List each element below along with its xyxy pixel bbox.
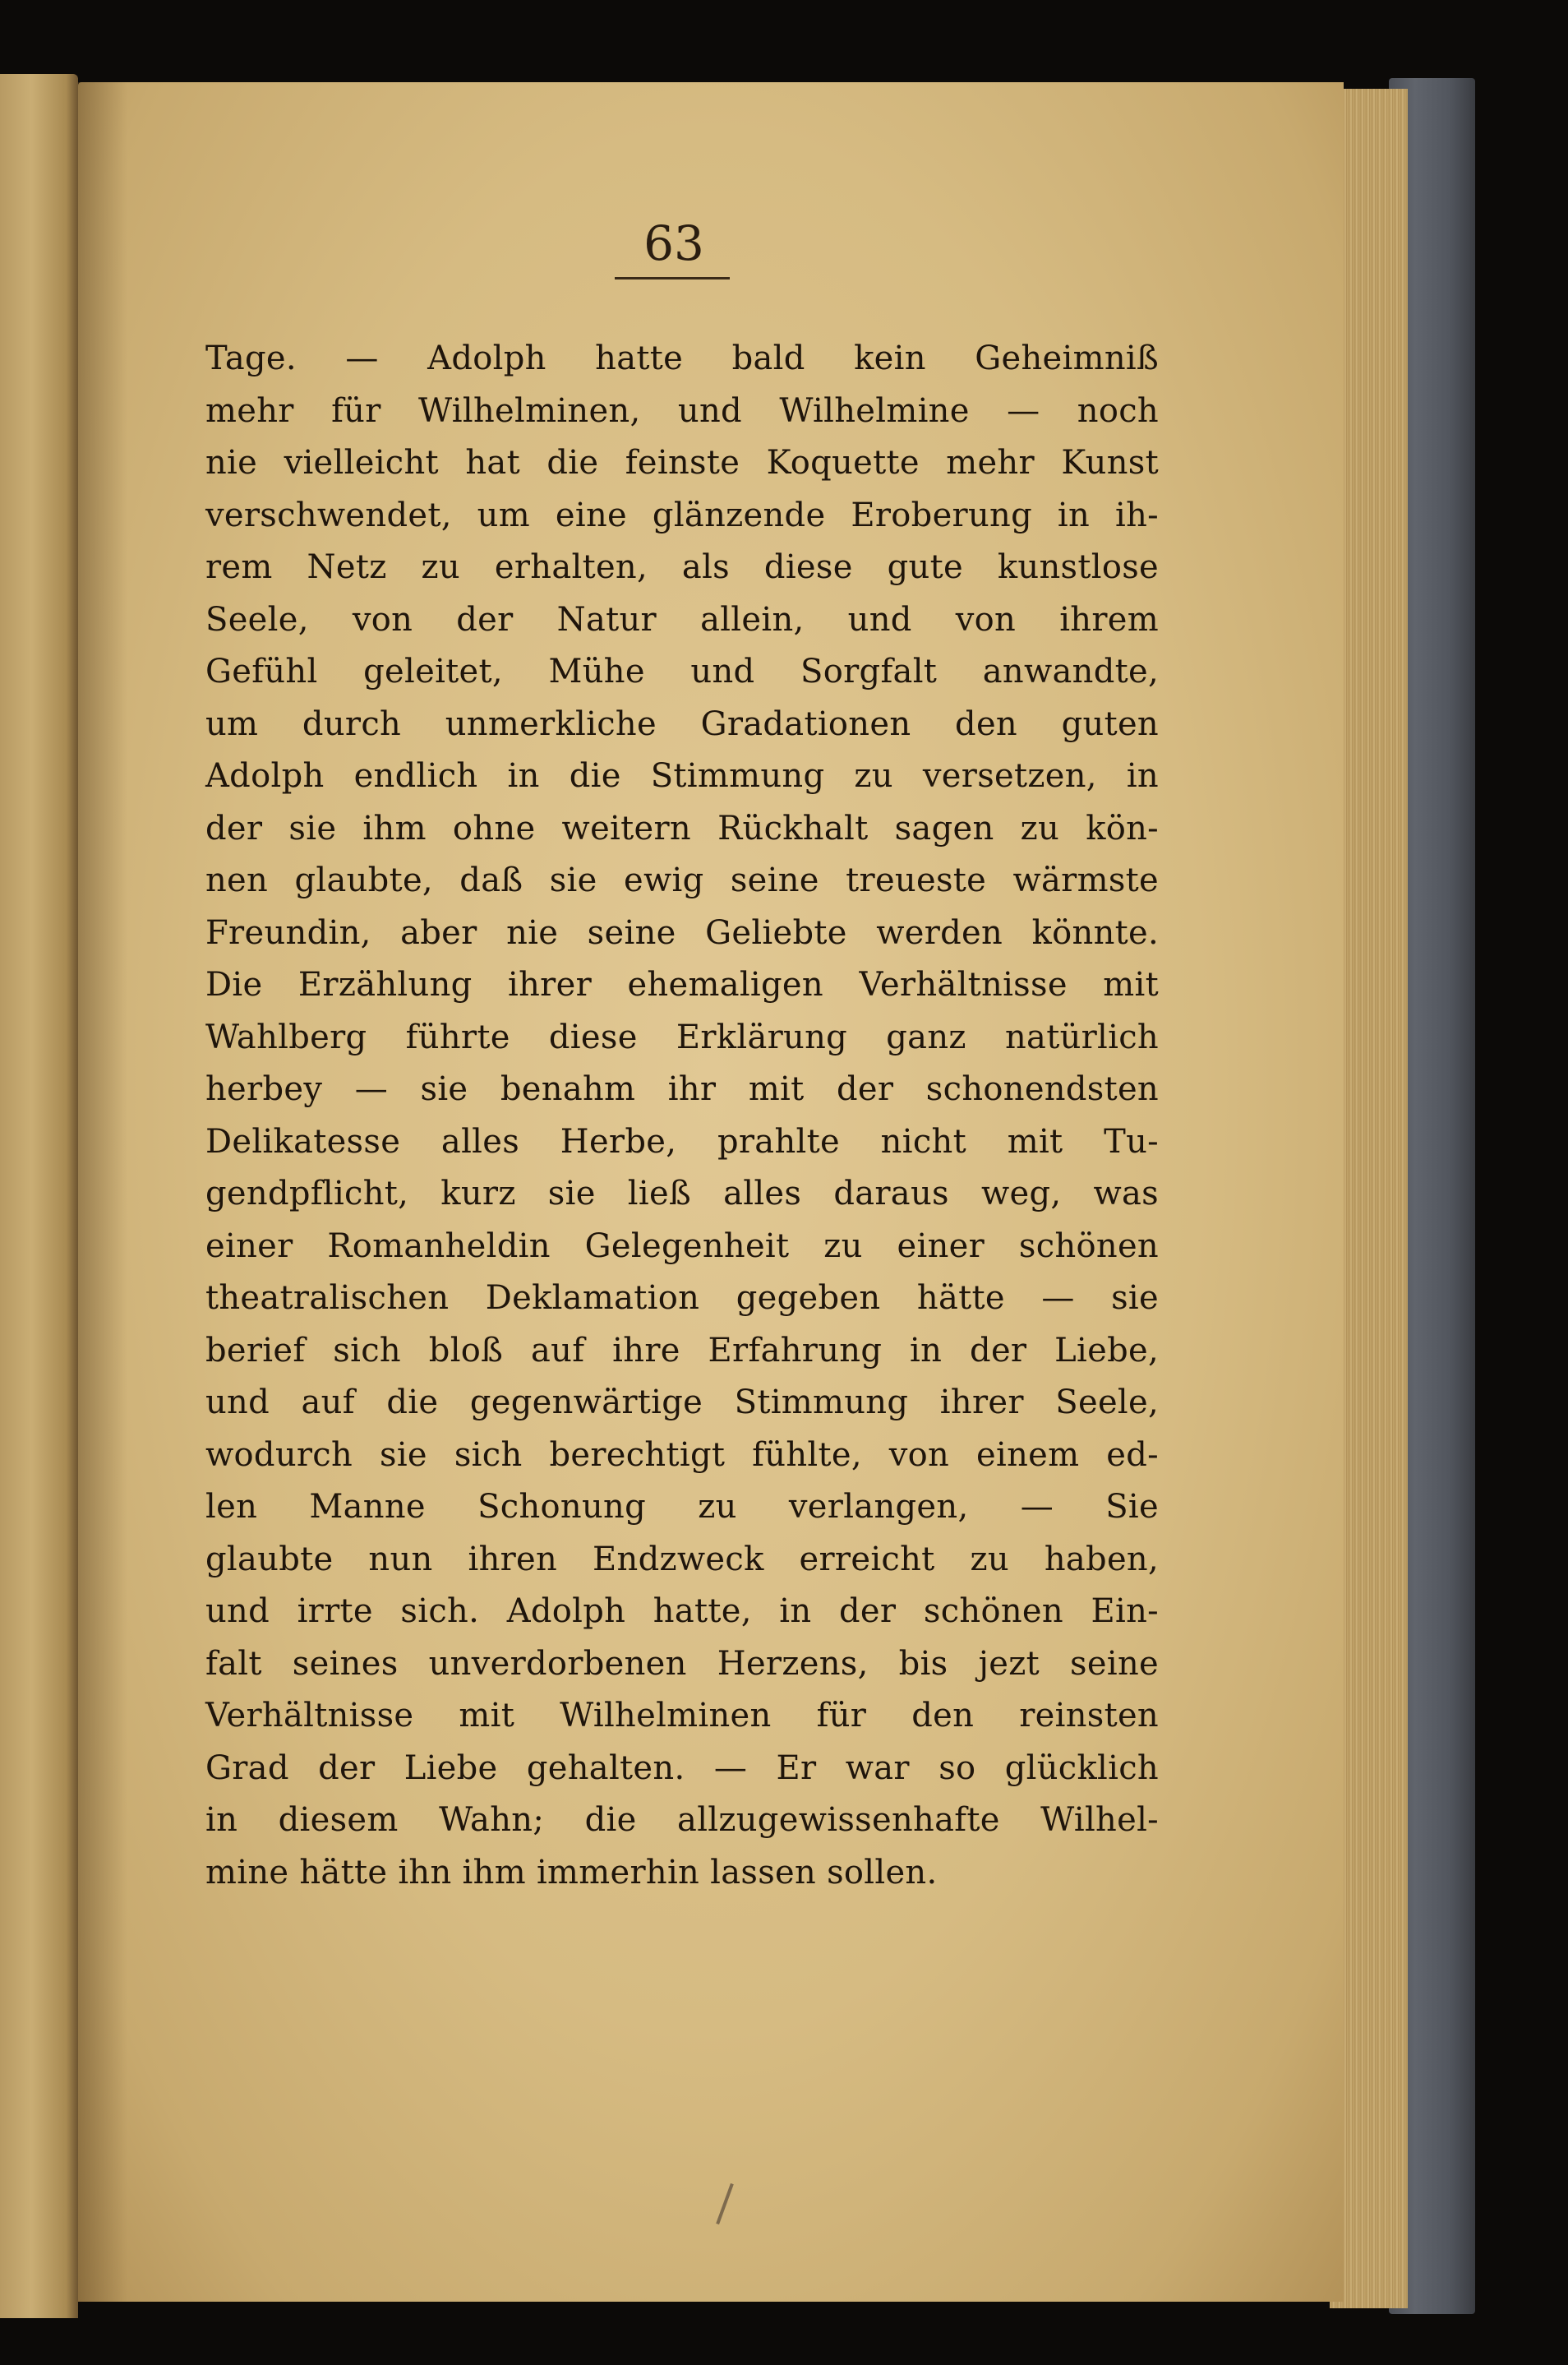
- text-line: verschwendet, um eine glänzende Eroberung in ih-: [205, 496, 1159, 534]
- text-line: gendpflicht, kurz sie ließ alles daraus weg, was: [205, 1175, 1159, 1213]
- text-line: mehr für Wilhelminen, und Wilhelmine — noch: [205, 391, 1159, 430]
- page-number: 63: [643, 215, 704, 271]
- text-line: mine hätte ihn ihm immerhin lassen sollen.: [205, 1853, 938, 1892]
- text-line: und auf die gegenwärtige Stimmung ihrer Seele,: [205, 1383, 1159, 1421]
- left-page-edge: [0, 74, 78, 2318]
- text-line: herbey — sie benahm ihr mit der schonendsten: [205, 1070, 1159, 1108]
- text-line: um durch unmerkliche Gradationen den guten: [205, 704, 1159, 743]
- body-text: [205, 333, 1159, 1899]
- text-line: nen glaubte, daß sie ewig seine treueste wärmste: [205, 861, 1159, 899]
- text-line: Seele, von der Natur allein, und von ihrem: [205, 600, 1159, 639]
- text-line: Verhältnisse mit Wilhelminen für den reinsten: [205, 1697, 1159, 1734]
- text-line: theatralischen Deklamation gegeben hätte — sie: [205, 1279, 1159, 1317]
- text-line: und irrte sich. Adolph hatte, in der schönen Ein-: [205, 1592, 1159, 1630]
- text-line: Wahlberg führte diese Erklärung ganz natürlich: [205, 1018, 1159, 1056]
- text-line: len Manne Schonung zu verlangen, — Sie: [205, 1488, 1159, 1526]
- text-line: wodurch sie sich berechtigt fühlte, von einem ed-: [205, 1435, 1159, 1474]
- text-line: falt seines unverdorbenen Herzens, bis jezt seine: [205, 1644, 1159, 1683]
- text-line: einer Romanheldin Gelegenheit zu einer schönen: [205, 1226, 1159, 1265]
- text-line: Adolph endlich in die Stimmung zu versetzen, in: [205, 757, 1159, 795]
- text-line: Tage. — Adolph hatte bald kein Geheimniß: [205, 340, 1159, 377]
- page-number-rule: [615, 277, 730, 279]
- text-line: Freundin, aber nie seine Geliebte werden könnte.: [205, 913, 1159, 952]
- text-line: nie vielleicht hat die feinste Koquette mehr Kunst: [205, 444, 1159, 482]
- text-line: der sie ihm ohne weitern Rückhalt sagen zu kön-: [205, 809, 1159, 848]
- text-line: in diesem Wahn; die allzugewissenhafte Wilhel-: [205, 1801, 1159, 1839]
- text-line: rem Netz zu erhalten, als diese gute kunstlose: [205, 548, 1159, 586]
- text-line: Delikatesse alles Herbe, prahlte nicht mit Tu-: [205, 1122, 1159, 1161]
- gutter-shadow: [78, 82, 127, 2302]
- text-line: Grad der Liebe gehalten. — Er war so glücklich: [205, 1748, 1159, 1787]
- text-line: glaubte nun ihren Endzweck erreicht zu haben,: [205, 1540, 1159, 1578]
- text-line: Die Erzählung ihrer ehemaligen Verhältnisse mit: [205, 966, 1159, 1004]
- text-line: Gefühl geleitet, Mühe und Sorgfalt anwandte,: [205, 653, 1159, 691]
- text-line: berief sich bloß auf ihre Erfahrung in der Liebe,: [205, 1331, 1159, 1370]
